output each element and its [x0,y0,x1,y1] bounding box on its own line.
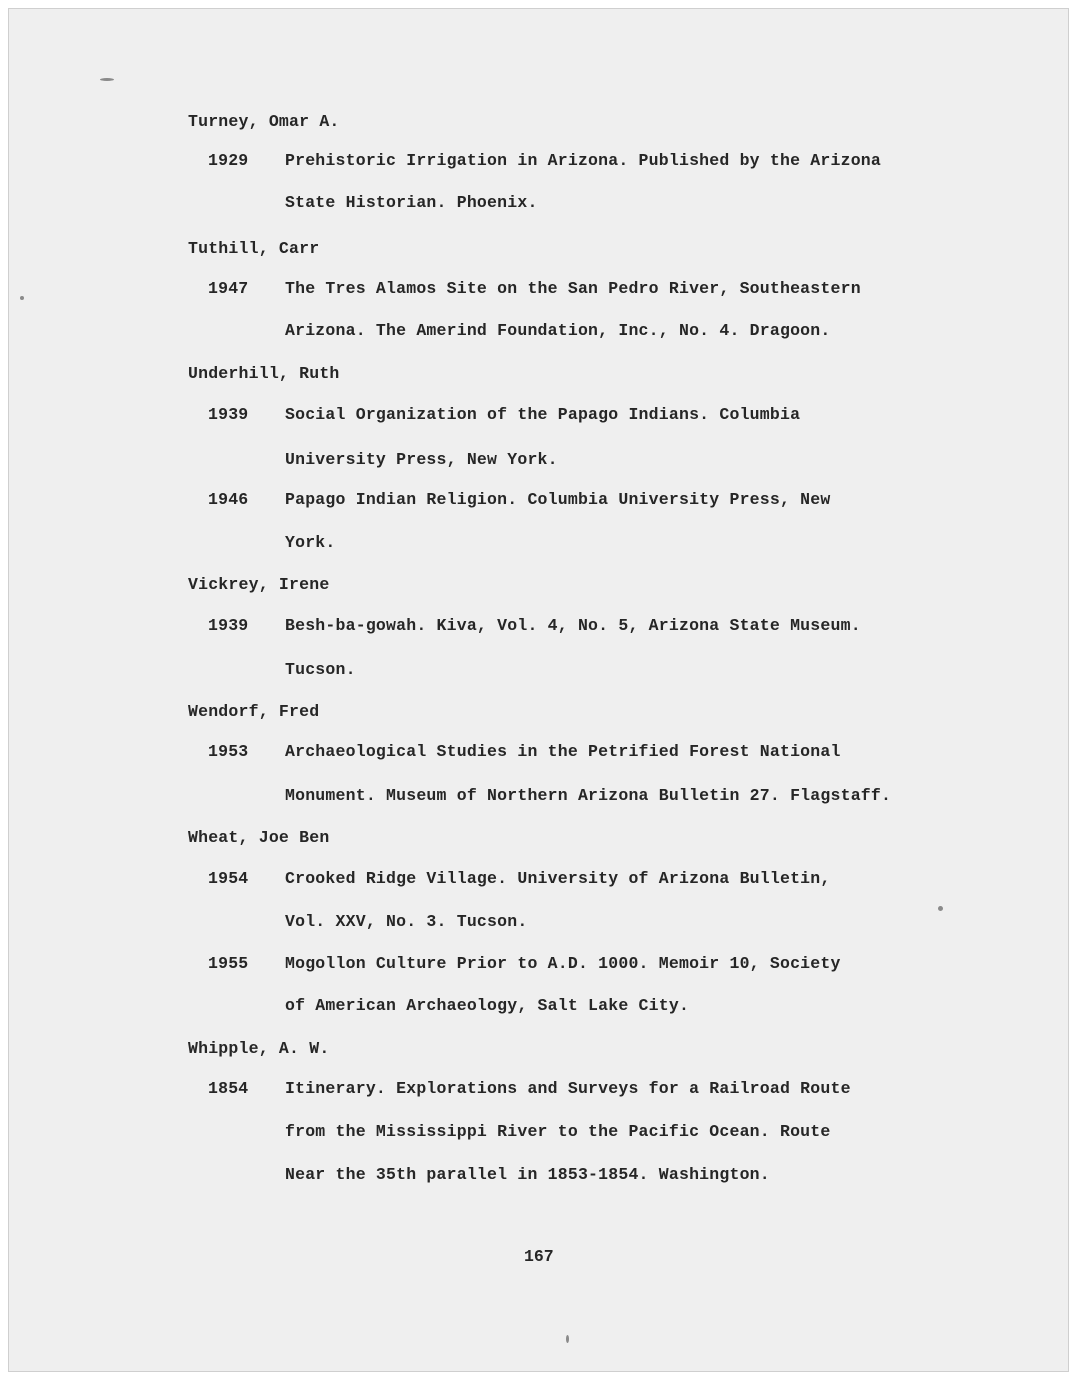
author-whipple: Whipple, A. W. [188,1039,330,1058]
entry-text: Crooked Ridge Village. University of Arizona Bulletin, [285,869,831,888]
entry-text: York. [285,533,336,552]
entry-text: Mogollon Culture Prior to A.D. 1000. Memoir 10, Society [285,954,841,973]
author-underhill: Underhill, Ruth [188,364,340,383]
entry-text: of American Archaeology, Salt Lake City. [285,996,690,1015]
entry-text: Vol. XXV, No. 3. Tucson. [285,912,528,931]
entry-text: Monument. Museum of Northern Arizona Bulletin 27. Flagstaff. [285,786,892,805]
author-vickrey: Vickrey, Irene [188,575,330,594]
entry-year: 1929 [208,151,249,170]
page-number: 167 [524,1247,554,1266]
author-wheat: Wheat, Joe Ben [188,828,330,847]
entry-year: 1953 [208,742,249,761]
entry-year: 1854 [208,1079,249,1098]
entry-year: 1946 [208,490,249,509]
entry-text: from the Mississippi River to the Pacific Ocean. Route [285,1122,831,1141]
entry-text: Itinerary. Explorations and Surveys for a Railroad Route [285,1079,851,1098]
scan-speck [566,1335,569,1343]
scan-speck [20,296,24,300]
entry-text: Social Organization of the Papago Indians. Columbia [285,405,801,424]
entry-year: 1947 [208,279,249,298]
entry-text: Arizona. The Amerind Foundation, Inc., No. 4. Dragoon. [285,321,831,340]
entry-text: University Press, New York. [285,450,558,469]
scan-speck [100,78,114,81]
author-tuthill: Tuthill, Carr [188,239,320,258]
entry-text: Near the 35th parallel in 1853-1854. Washington. [285,1165,770,1184]
entry-text: Besh-ba-gowah. Kiva, Vol. 4, No. 5, Arizona State Museum. [285,616,861,635]
entry-year: 1954 [208,869,249,888]
entry-text: Prehistoric Irrigation in Arizona. Published by the Arizona [285,151,881,170]
entry-text: Tucson. [285,660,356,679]
entry-text: The Tres Alamos Site on the San Pedro River, Southeastern [285,279,861,298]
entry-text: State Historian. Phoenix. [285,193,538,212]
entry-year: 1955 [208,954,249,973]
author-turney: Turney, Omar A. [188,112,340,131]
entry-year: 1939 [208,616,249,635]
entry-year: 1939 [208,405,249,424]
entry-text: Archaeological Studies in the Petrified Forest National [285,742,841,761]
scan-speck [938,906,943,911]
author-wendorf: Wendorf, Fred [188,702,320,721]
entry-text: Papago Indian Religion. Columbia University Press, New [285,490,831,509]
